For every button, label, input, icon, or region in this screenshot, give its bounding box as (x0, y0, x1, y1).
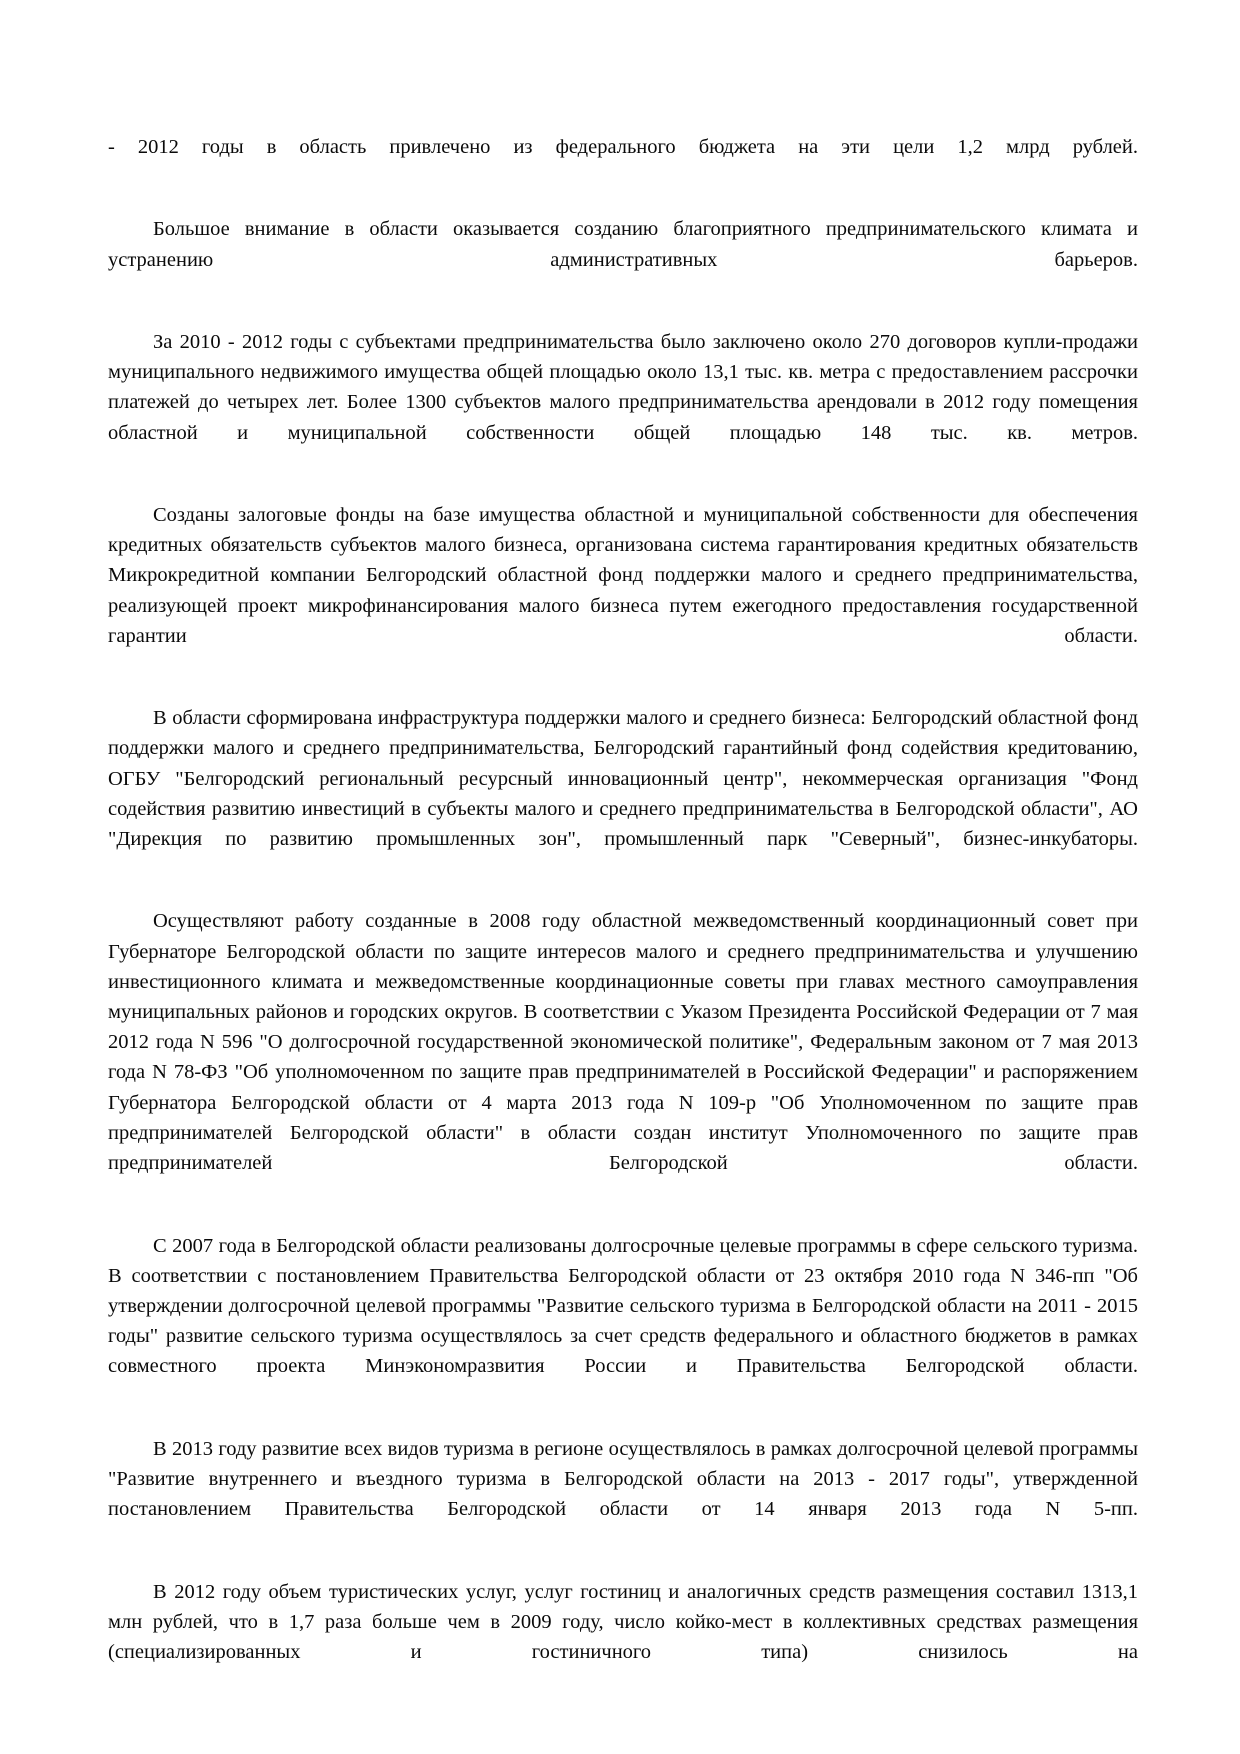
paragraph-tourism-volume-2012: В 2012 году объем туристических услуг, услуг гостиниц и аналогичных средств размещения составил 1313,1 млн рублей, что в 1,7 раза больше чем в 2009 году, число койко-мест в коллективных средствах размещения (специализированных и гостиничного типа) снизилось на (108, 1580, 1138, 1663)
paragraph-support-infrastructure: В области сформирована инфраструктура поддержки малого и среднего бизнеса: Белгородский областной фонд поддержки малого и среднего предпринимательства, Белгородский гарантийный фонд содействия кредитованию, ОГБУ "Белгородский региональный ресурсный инновационный центр", некоммерческая организация "Фонд содействия развитию инвестиций в субъекты малого и среднего предпринимательства в Белгородской области", АО "Дирекция по развитию промышленных зон", промышленный парк "Северный", бизнес-инкубаторы. (108, 707, 1138, 851)
paragraph-rural-tourism-programs: С 2007 года в Белгородской области реализованы долгосрочные целевые программы в сфере сельского туризма. В соответствии с постановлением Правительства Белгородской области от 23 октября 2010 года N 346-пп "Об утверждении долгосрочной целевой программы "Развитие сельского туризма в Белгородской области на 2011 - 2015 годы" развитие сельского туризма осуществлялось за счет средств федерального и областного бюджетов в рамках совместного проекта Минэкономразвития России и Правительства Белгородской области. (108, 1234, 1138, 1378)
paragraph-pledge-funds: Созданы залоговые фонды на базе имущества областной и муниципальной собственности для обеспечения кредитных обязательств субъектов малого бизнеса, организована система гарантирования кредитных обязательств Микрокредитной компании Белгородский областной фонд поддержки малого и среднего предпринимательства, реализующей проект микрофинансирования малого бизнеса путем ежегодного предоставления государственной гарантии области. (108, 504, 1138, 647)
document-text-body (108, 132, 1138, 1697)
paragraph-coordination-council: Осуществляют работу созданные в 2008 году областной межведомственный координационный совет при Губернаторе Белгородской области по защите интересов малого и среднего предпринимательства и улучшению инвестиционного климата и межведомственные координационные советы при главах местного самоуправления муниципальных районов и городских округов. В соответствии с Указом Президента Российской Федерации от 7 мая 2012 года N 596 "О долгосрочной государственной экономической политике", Федеральным законом от 7 мая 2013 года N 78-ФЗ "Об уполномоченном по защите прав предпринимателей в Российской Федерации" и распоряжением Губернатора Белгородской области от 4 марта 2013 года N 109-р "Об Уполномоченном по защите прав предпринимателей Белгородской области" в области создан институт Уполномоченного по защите прав предпринимателей Белгородской области. (108, 910, 1138, 1175)
paragraph-tourism-2013: В 2013 году развитие всех видов туризма в регионе осуществлялось в рамках долгосрочной целевой программы "Развитие внутреннего и въездного туризма в Белгородской области на 2013 - 2017 годы", утвержденной постановлением Правительства Белгородской области от 14 января 2013 года N 5-пп. (108, 1437, 1138, 1521)
paragraph-continuation-federal-budget: - 2012 годы в область привлечено из федерального бюджета на эти цели 1,2 млрд рублей. (108, 136, 1138, 158)
paragraph-business-climate: Большое внимание в области оказывается созданию благоприятного предпринимательского климата и устранению административных барьеров. (108, 218, 1138, 271)
paragraph-purchase-sale-contracts: За 2010 - 2012 годы с субъектами предпринимательства было заключено около 270 договоров купли-продажи муниципального недвижимого имущества общей площадью около 13,1 тыс. кв. метра с предоставлением рассрочки платежей до четырех лет. Более 1300 субъектов малого предпринимательства арендовали в 2012 году помещения областной и муниципальной собственности общей площадью 148 тыс. кв. метров. (108, 331, 1138, 444)
